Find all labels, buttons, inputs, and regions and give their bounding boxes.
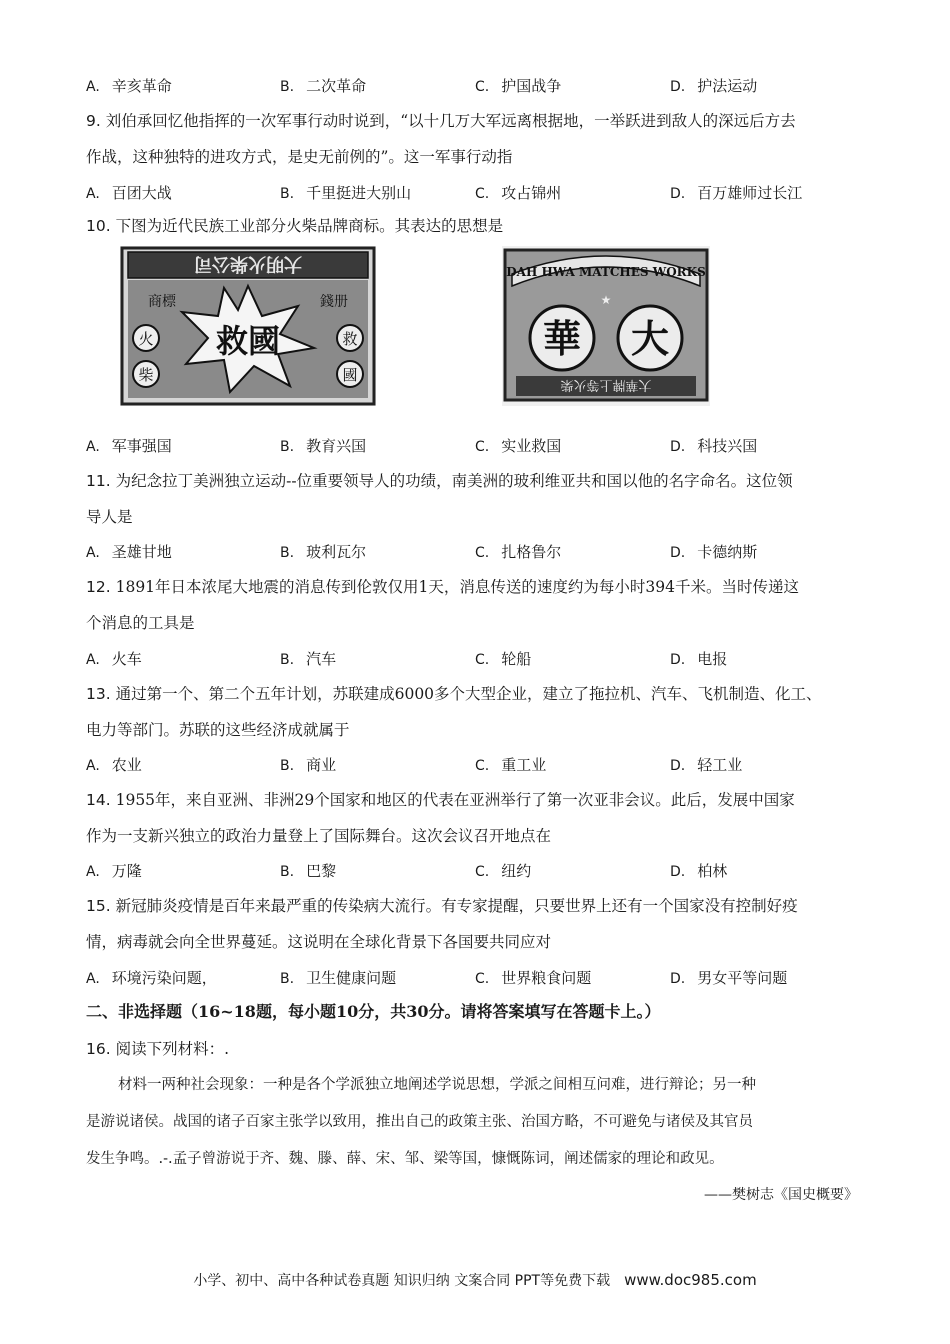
- q11-line-2: 导人是: [86, 508, 133, 526]
- q16-source: ——樊树志《国史概要》: [704, 1187, 858, 1203]
- q14-line-2: 作为一支新兴独立的政治力量登上了国际舞台。这次会议召开地点在: [86, 827, 552, 845]
- label1-left-small: 商標: [148, 294, 176, 310]
- q10-options: [86, 436, 886, 456]
- label1-center-text: 救國: [215, 322, 281, 360]
- option-c: C. 重工业: [475, 756, 547, 774]
- q13-line-2: 电力等部门。苏联的这些经济成就属于: [86, 721, 350, 739]
- star-icon: ★: [600, 293, 612, 307]
- label1-left-circle-2: 柴: [138, 366, 154, 384]
- section-2-title: 二、非选择题（16~18题，每小题10分，共30分。请将答案填写在答题卡上。）: [86, 1002, 661, 1021]
- option-b: B. 巴黎: [280, 862, 337, 880]
- option-c: C. 护国战争: [475, 77, 562, 95]
- q14-line-1: 14. 1955年，来自亚洲、非洲29个国家和地区的代表在亚洲举行了第一次亚非会议。此后，发展中国家: [86, 791, 795, 809]
- q11-line-1: 11. 为纪念拉丁美洲独立运动--位重要领导人的功绩，南美洲的玻利维亚共和国以他的名字命名。这位领: [86, 472, 793, 490]
- option-b: B. 教育兴国: [280, 437, 367, 455]
- label2-banner-text: DAH HWA MATCHES WORKS: [506, 265, 706, 279]
- option-d: D. 轻工业: [670, 756, 743, 774]
- option-b: B. 卫生健康问题: [280, 969, 397, 987]
- option-a: A. 农业: [86, 756, 142, 774]
- option-b: B. 二次革命: [280, 77, 367, 95]
- option-b: B. 商业: [280, 756, 337, 774]
- option-c: C. 纽约: [475, 862, 532, 880]
- label1-right-circle-2: 國: [342, 366, 358, 384]
- label1-top-text: 大明火柴公司: [194, 253, 302, 274]
- match-label-jiuguo: [120, 246, 376, 406]
- q12-line-1: 12. 1891年日本浓尾大地震的消息传到伦敦仅用1天，消息传送的速度约为每小时394千米。当时传递这: [86, 578, 799, 596]
- footer-url[interactable]: www.doc985.com: [624, 1271, 757, 1289]
- label1-left-circle-1: 火: [138, 330, 154, 348]
- option-a: A. 圣雄甘地: [86, 543, 172, 561]
- option-a: A. 万隆: [86, 862, 142, 880]
- footer-text: 小学、初中、高中各种试卷真题 知识归纳 文案合同 PPT等免费下载: [193, 1273, 611, 1289]
- q16-material-line-1: 材料一两种社会现象：一种是各个学派独立地阐述学说思想，学派之间相互问难，进行辩论；另一种: [118, 1077, 756, 1093]
- option-c: C. 世界粮食问题: [475, 969, 592, 987]
- q13-options: [86, 755, 886, 775]
- q9-line-1: 9. 刘伯承回忆他指挥的一次军事行动时说到，“以十几万大军远离根据地，一举跃进到敌人的深远后方去: [86, 112, 796, 130]
- option-c: C. 轮船: [475, 650, 532, 668]
- label2-bottom-text: 大華牌上等火柴: [560, 377, 652, 392]
- option-c: C. 实业救国: [475, 437, 562, 455]
- q12-options: [86, 649, 886, 669]
- q12-line-2: 个消息的工具是: [86, 614, 195, 632]
- option-a: A. 环境污染问题，: [86, 969, 217, 987]
- q16-material-line-2: 是游说诸侯。战国的诸子百家主张学以致用，推出自己的政策主张、治国方略，不可避免与诸侯及其官员: [86, 1114, 753, 1130]
- q15-options: [86, 968, 886, 988]
- q11-options: [86, 542, 886, 562]
- option-d: D. 柏林: [670, 862, 728, 880]
- option-b: B. 千里挺进大别山: [280, 184, 412, 202]
- option-a: A. 辛亥革命: [86, 77, 172, 95]
- option-d: D. 百万雄师过长江: [670, 184, 803, 202]
- q9-options: [86, 183, 886, 203]
- option-c: C. 扎格鲁尔: [475, 543, 562, 561]
- q10-line-1: 10. 下图为近代民族工业部分火柴品牌商标。其表达的思想是: [86, 217, 504, 235]
- option-d: D. 男女平等问题: [670, 969, 788, 987]
- q16-material-line-3: 发生争鸣。.-.孟子曾游说于齐、魏、滕、薛、宋、邹、梁等国，慷慨陈词，阐述儒家的理论和政见。: [86, 1151, 724, 1167]
- option-a: A. 火车: [86, 650, 142, 668]
- q9-line-2: 作战，这种独特的进攻方式，是史无前例的”。这一军事行动指: [86, 148, 513, 166]
- option-c: C. 攻占锦州: [475, 184, 562, 202]
- option-b: B. 玻利瓦尔: [280, 543, 367, 561]
- option-d: D. 护法运动: [670, 77, 758, 95]
- option-a: A. 百团大战: [86, 184, 172, 202]
- label1-right-small: 錢册: [320, 294, 348, 310]
- q13-line-1: 13. 通过第一个、第二个五年计划，苏联建成6000多个大型企业，建立了拖拉机、汽车、飞机制造、化工、: [86, 685, 822, 703]
- option-d: D. 电报: [670, 650, 728, 668]
- q15-line-1: 15. 新冠肺炎疫情是百年来最严重的传染病大流行。有专家提醒，只要世界上还有一个国家没有控制好疫: [86, 897, 798, 915]
- q8-options: [86, 76, 886, 96]
- q14-options: [86, 861, 886, 881]
- label2-circle-left: 華: [542, 316, 582, 361]
- label1-right-circle-1: 救: [342, 330, 358, 348]
- option-a: A. 军事强国: [86, 437, 172, 455]
- option-d: D. 科技兴国: [670, 437, 758, 455]
- page-footer: [0, 1270, 950, 1290]
- q15-line-2: 情，病毒就会向全世界蔓延。这说明在全球化背景下各国要共同应对: [86, 933, 552, 951]
- match-label-dahwa: [502, 246, 710, 406]
- label2-circle-right: 大: [630, 316, 670, 361]
- option-d: D. 卡德纳斯: [670, 543, 758, 561]
- option-b: B. 汽车: [280, 650, 337, 668]
- q16-intro: 16. 阅读下列材料：.: [86, 1040, 230, 1058]
